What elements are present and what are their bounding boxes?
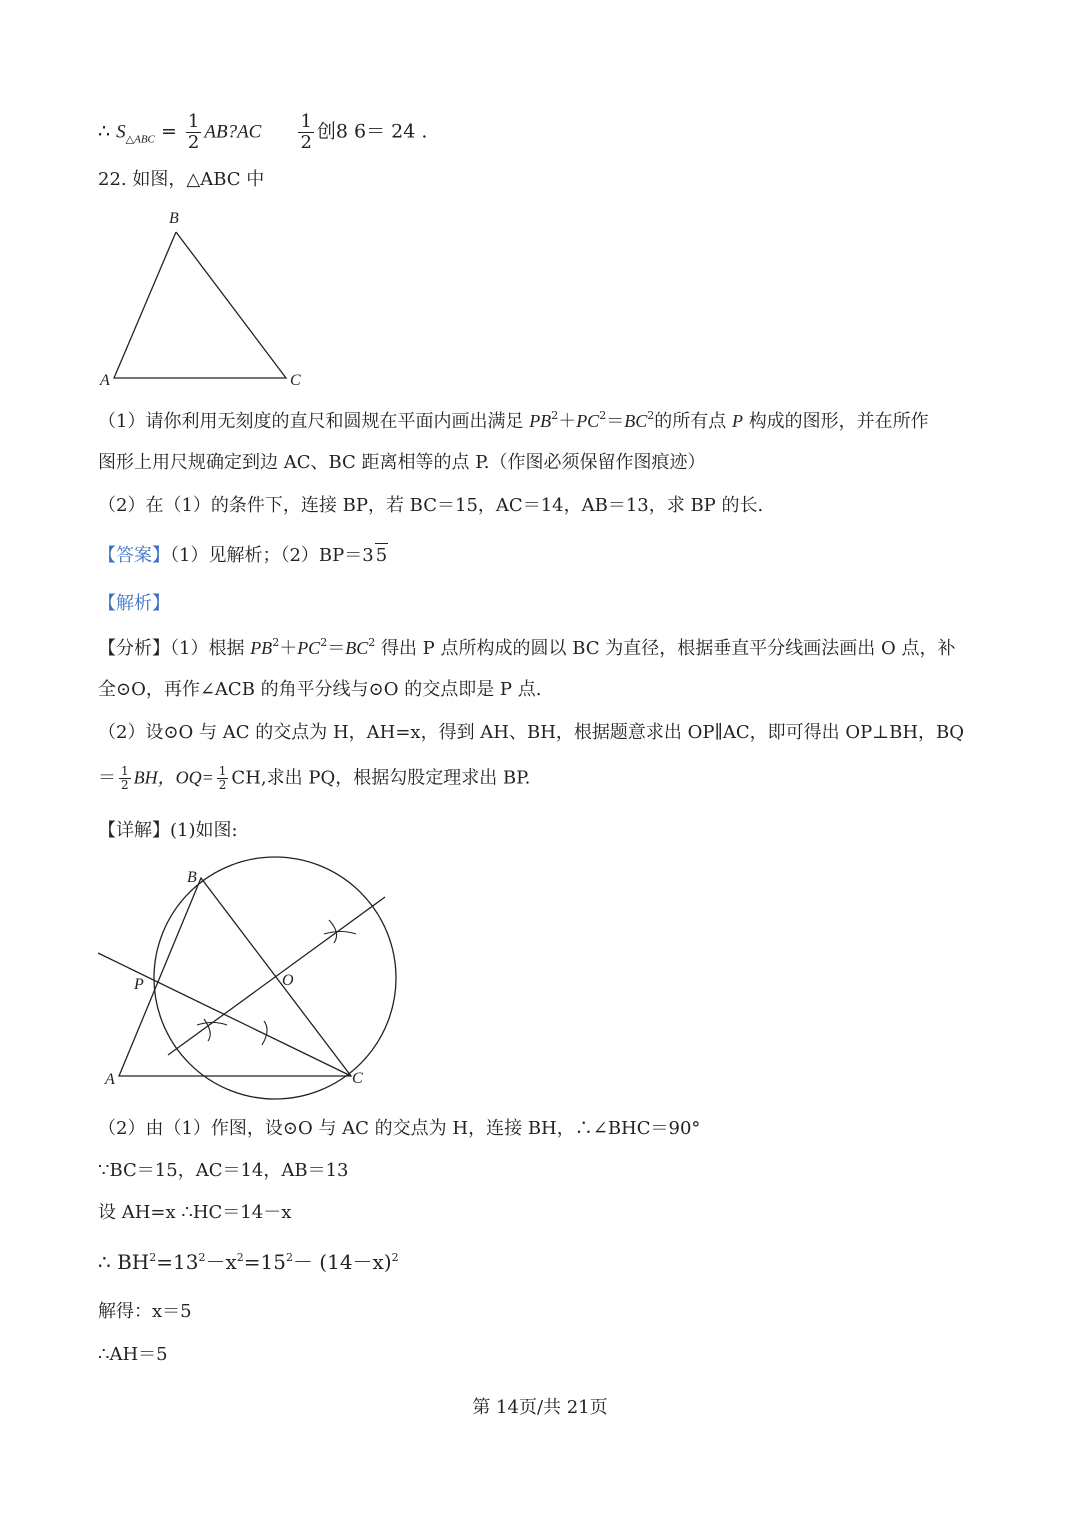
area-formula-line xyxy=(98,112,427,153)
solution-line3: 设 AH=x ∴HC＝14－x xyxy=(98,1202,292,1223)
label-a: A xyxy=(100,372,110,389)
answer-tag: 【答案】 xyxy=(98,545,170,566)
problem-header: 22. 如图，△ABC 中 xyxy=(98,169,265,190)
fenxi-line2: 全⊙O，再作∠ACB 的角平分线与⊙O 的交点即是 P 点. xyxy=(98,679,542,700)
label-b2: B xyxy=(187,869,197,886)
page-footer: 第 14页/共 21页 xyxy=(472,1397,608,1418)
detail-line: 【详解】(1)如图: xyxy=(98,820,238,841)
fraction-one-half-2: $\frac{1}{2}$ xyxy=(300,111,312,153)
circle-o xyxy=(154,857,396,1099)
label-c2: C xyxy=(352,1070,363,1087)
fraction-one-half: $\frac{1}{2}$ xyxy=(187,111,200,153)
solution-line2: ∵BC＝15，AC＝14，AB＝13 xyxy=(98,1160,349,1181)
solution-line4: ∴ $BH^2=13^2-x^2=15^2- (14-x)^2$ xyxy=(98,1250,399,1274)
label-o: O xyxy=(282,972,294,989)
area-result: 创8 6＝ 24 . xyxy=(316,120,428,143)
analysis-tag: 【解析】 xyxy=(98,593,170,614)
label-c: C xyxy=(290,372,301,389)
solution-line5: 解得：x＝5 xyxy=(98,1301,192,1322)
label-a2: A xyxy=(105,1071,115,1088)
part2-line: （2）在（1）的条件下，连接 BP，若 BC＝15，AC＝14，AB＝13，求 BP 的长. xyxy=(98,495,764,516)
area-subscript: △ABC xyxy=(125,133,155,146)
solution-line6: ∴AH＝5 xyxy=(98,1344,168,1365)
equals-sign: = xyxy=(160,120,177,143)
arc-mark-2 xyxy=(324,932,356,935)
solution-line1: （2）由（1）作图，设⊙O 与 AC 的交点为 H，连接 BH，∴∠BHC＝90° xyxy=(98,1118,701,1139)
therefore-symbol: ∴ xyxy=(98,120,111,143)
ab-ac-product: AB?AC xyxy=(204,121,262,143)
fenxi-line3: （2）设⊙O 与 AC 的交点为 H，AH=x，得到 AH、BH，根据题意求出 OP∥AC，即可得出 OP⊥BH，BQ xyxy=(98,722,965,743)
label-p: P xyxy=(134,976,144,993)
fenxi-line1: 【分析】（1）根据 $PB^2+PC^2=BC^2$ 得出 P 点所构成的圆以 BC 为直径，根据垂直平分线画法画出 O 点，补 xyxy=(98,636,956,659)
triangle-figure xyxy=(96,205,316,390)
part1-line2: 图形上用尺规确定到边 AC、BC 距离相等的点 P.（作图必须保留作图痕迹） xyxy=(98,452,706,473)
triangle-abc xyxy=(114,232,286,378)
sqrt-five: 5 xyxy=(375,545,388,566)
construction-figure xyxy=(96,855,416,1100)
part1-line1: （1）请你利用无刻度的直尺和圆规在平面内画出满足 $PB^2+PC^2=BC^2$的所有点 P 构成的图形，并在所作 xyxy=(98,409,929,432)
perpendicular-bisector xyxy=(168,897,385,1055)
fenxi-line4: ＝ $\frac{1}{2}$ BH，OQ= $\frac{1}{2}$ CH,求出 PQ，根据勾股定理求出 BP. xyxy=(98,764,531,792)
area-symbol: S xyxy=(116,121,126,143)
label-b: B xyxy=(169,210,179,227)
answer-line: 【答案】（1）见解析；（2）BP＝3 5 xyxy=(98,545,388,566)
